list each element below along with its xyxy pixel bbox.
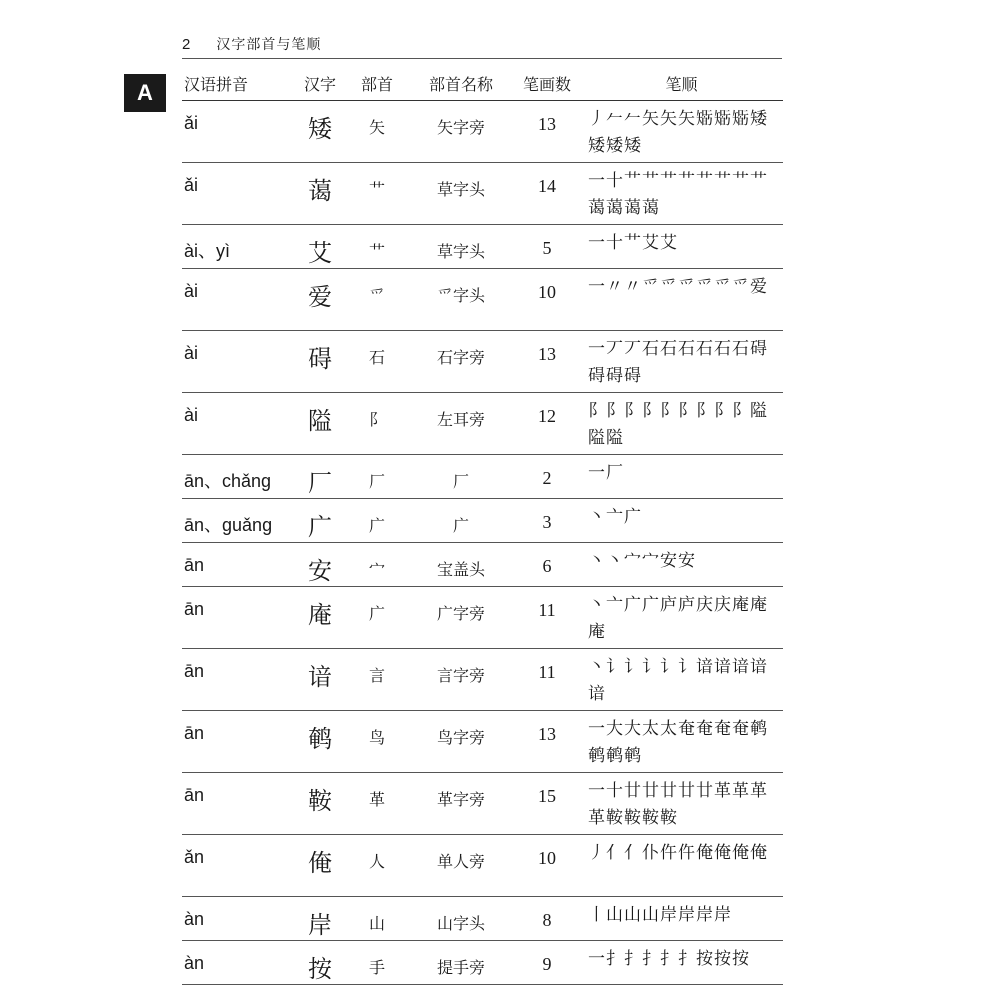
cell-stroke-count: 9	[514, 941, 580, 985]
column-header-radical: 部首	[346, 66, 408, 101]
cell-radical: 石	[346, 331, 408, 393]
cell-radical-name: 单人旁	[408, 835, 514, 897]
cell-stroke-order: 丶亠广广庐庐庆庆庵庵庵	[580, 587, 783, 649]
table-row	[182, 499, 783, 543]
cell-hanzi: 厂	[294, 455, 346, 499]
table-row	[182, 393, 783, 455]
cell-radical-name: 广字旁	[408, 587, 514, 649]
cell-hanzi: 鞍	[294, 773, 346, 835]
cell-hanzi: 按	[294, 941, 346, 985]
cell-stroke-count: 10	[514, 269, 580, 331]
cell-stroke-count: 6	[514, 543, 580, 587]
cell-hanzi: 岸	[294, 897, 346, 941]
cell-hanzi: 矮	[294, 101, 346, 163]
cell-stroke-order: 一十艹艾艾	[580, 225, 783, 269]
character-table	[182, 66, 783, 985]
book-title: 汉字部首与笔顺	[216, 37, 322, 53]
cell-pinyin: àn	[182, 941, 294, 985]
cell-radical-name: 鸟字旁	[408, 711, 514, 773]
column-header-hanzi: 汉字	[294, 66, 346, 101]
cell-hanzi: 安	[294, 543, 346, 587]
cell-hanzi: 隘	[294, 393, 346, 455]
cell-stroke-order: 一厂	[580, 455, 783, 499]
cell-pinyin: ǎi	[182, 163, 294, 225]
cell-pinyin: ǎi	[182, 101, 294, 163]
table-row	[182, 331, 783, 393]
cell-stroke-count: 14	[514, 163, 580, 225]
cell-radical: 宀	[346, 543, 408, 587]
cell-radical-name: 草字头	[408, 163, 514, 225]
cell-radical-name: 革字旁	[408, 773, 514, 835]
cell-stroke-count: 10	[514, 835, 580, 897]
cell-radical: 手	[346, 941, 408, 985]
cell-stroke-order: 丿𠂉𠂉矢矢矢𥏼𥏼𥏼矮矮矮矮	[580, 101, 783, 163]
cell-radical-name: 广	[408, 499, 514, 543]
column-header-radical-name: 部首名称	[408, 66, 514, 101]
cell-stroke-count: 2	[514, 455, 580, 499]
cell-stroke-count: 3	[514, 499, 580, 543]
table-row	[182, 225, 783, 269]
page-header	[182, 30, 782, 59]
cell-pinyin: ān	[182, 711, 294, 773]
cell-hanzi: 蔼	[294, 163, 346, 225]
cell-radical: 山	[346, 897, 408, 941]
cell-stroke-order: 一大大太太奄奄奄奄鹌鹌鹌鹌	[580, 711, 783, 773]
cell-hanzi: 庵	[294, 587, 346, 649]
cell-hanzi: 广	[294, 499, 346, 543]
cell-stroke-count: 13	[514, 331, 580, 393]
cell-stroke-order: 丶亠广	[580, 499, 783, 543]
cell-radical-name: 宝盖头	[408, 543, 514, 587]
cell-radical-name: 爫字头	[408, 269, 514, 331]
table-row	[182, 649, 783, 711]
cell-radical: 广	[346, 499, 408, 543]
cell-radical: 厂	[346, 455, 408, 499]
table-row	[182, 941, 783, 985]
cell-radical-name: 提手旁	[408, 941, 514, 985]
cell-pinyin: ān	[182, 587, 294, 649]
table-row	[182, 455, 783, 499]
cell-hanzi: 谙	[294, 649, 346, 711]
cell-radical: 革	[346, 773, 408, 835]
cell-radical-name: 左耳旁	[408, 393, 514, 455]
cell-hanzi: 碍	[294, 331, 346, 393]
cell-pinyin: ài	[182, 269, 294, 331]
table-row	[182, 835, 783, 897]
cell-stroke-order: 丨山山山岸岸岸岸	[580, 897, 783, 941]
cell-stroke-count: 11	[514, 649, 580, 711]
table-row	[182, 897, 783, 941]
cell-radical-name: 言字旁	[408, 649, 514, 711]
cell-hanzi: 俺	[294, 835, 346, 897]
cell-stroke-order: 一扌扌扌扌扌按按按	[580, 941, 783, 985]
table-row	[182, 269, 783, 331]
cell-hanzi: 鹌	[294, 711, 346, 773]
cell-pinyin: ān、chǎng	[182, 455, 294, 499]
cell-radical: 矢	[346, 101, 408, 163]
cell-stroke-count: 15	[514, 773, 580, 835]
cell-hanzi: 爱	[294, 269, 346, 331]
cell-radical: 鸟	[346, 711, 408, 773]
cell-radical: 艹	[346, 225, 408, 269]
cell-pinyin: ān	[182, 649, 294, 711]
cell-radical: 广	[346, 587, 408, 649]
cell-pinyin: ài	[182, 331, 294, 393]
cell-stroke-order: 丶讠讠讠讠讠谙谙谙谙谙	[580, 649, 783, 711]
page-number: 2	[182, 35, 191, 53]
cell-pinyin: ān、guǎng	[182, 499, 294, 543]
column-header-stroke-order: 笔顺	[580, 66, 783, 101]
cell-stroke-order: 一十艹艹艹艹艹艹艹艹蔼蔼蔼蔼	[580, 163, 783, 225]
table-row	[182, 163, 783, 225]
cell-radical: 言	[346, 649, 408, 711]
cell-radical-name: 厂	[408, 455, 514, 499]
table-row	[182, 101, 783, 163]
cell-stroke-order: 丿亻亻仆仵仵俺俺俺俺	[580, 835, 783, 897]
cell-radical: 阝	[346, 393, 408, 455]
cell-radical-name: 石字旁	[408, 331, 514, 393]
cell-stroke-count: 13	[514, 711, 580, 773]
cell-stroke-order: 一十廿廿廿廿廿革革革革鞍鞍鞍鞍	[580, 773, 783, 835]
cell-pinyin: ān	[182, 773, 294, 835]
cell-stroke-order: 丶丶宀宀安安	[580, 543, 783, 587]
cell-stroke-count: 8	[514, 897, 580, 941]
table-row	[182, 543, 783, 587]
cell-radical: 爫	[346, 269, 408, 331]
cell-radical-name: 草字头	[408, 225, 514, 269]
cell-pinyin: ài、yì	[182, 225, 294, 269]
column-header-pinyin: 汉语拼音	[182, 66, 294, 101]
cell-pinyin: ǎn	[182, 835, 294, 897]
cell-pinyin: ān	[182, 543, 294, 587]
cell-stroke-count: 11	[514, 587, 580, 649]
table-header-row	[182, 66, 783, 101]
cell-radical: 艹	[346, 163, 408, 225]
cell-stroke-count: 5	[514, 225, 580, 269]
cell-pinyin: àn	[182, 897, 294, 941]
column-header-stroke-count: 笔画数	[514, 66, 580, 101]
table-row	[182, 587, 783, 649]
cell-pinyin: ài	[182, 393, 294, 455]
table-row	[182, 711, 783, 773]
cell-stroke-count: 13	[514, 101, 580, 163]
cell-stroke-count: 12	[514, 393, 580, 455]
section-tab-letter: A	[124, 74, 166, 112]
table-row	[182, 773, 783, 835]
cell-radical-name: 矢字旁	[408, 101, 514, 163]
cell-radical: 人	[346, 835, 408, 897]
cell-radical-name: 山字头	[408, 897, 514, 941]
cell-stroke-order: 一〃〃爫爫爫爫爫爫爱	[580, 269, 783, 331]
cell-stroke-order: 阝阝阝阝阝阝阝阝阝隘隘隘	[580, 393, 783, 455]
cell-stroke-order: 一丆丆石石石石石石碍碍碍碍	[580, 331, 783, 393]
cell-hanzi: 艾	[294, 225, 346, 269]
